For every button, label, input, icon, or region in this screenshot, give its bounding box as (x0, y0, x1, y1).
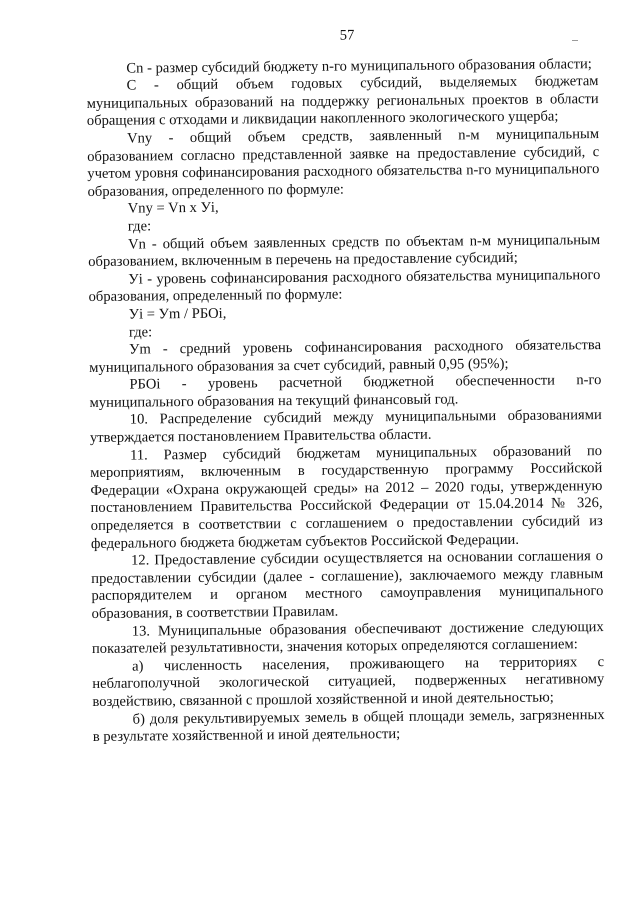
formula-vny: Vny = Vn x Уi, (127, 200, 219, 217)
paragraph-c-definition: C - общий объем годовых субсидий, выделяемых бюджетам муниципальных образований на поддержку региональных проектов в области обращения с отходами и ликвидации накопленного экологического ущерба; (86, 73, 599, 130)
paragraph-rboi-definition: РБОi - уровень расчетной бюджетной обеспеченности n-го муниципального образования на текущий финансовый год. (89, 372, 602, 411)
paragraph-vny-definition: Vny - общий объем средств, заявленный n-м муниципальным образованием согласно представленной заявке на предоставление субсидий, с учетом уровня софинансирования расходного обязательства n-го муниципального образования, определенного по формуле: (87, 126, 600, 200)
page-number: 57 (339, 27, 355, 44)
clause-10: 10. Распределение субсидий между муниципальными образованиями утверждается постановлением Правительства области. (89, 407, 602, 447)
clause-13-item-a: а) численность населения, проживающего на территориях с неблагополучной экологической ситуацией, подверженных негативному воздействию, связанной с прошлой хозяйственной и иной деятельностью; (92, 653, 605, 710)
clause-13: 13. Муниципальные образования обеспечивают достижение следующих показателей результативности, значения которых определяются соглашением: (91, 618, 604, 658)
paragraph-vn-definition: Vn - общий объем заявленных средств по объектам n-м муниципальным образованием, включенным в перечень на предоставление субсидий; (88, 231, 601, 271)
paragraph-yi-definition: Уi - уровень софинансирования расходного обязательства муниципального образования, определенный по формуле: (88, 266, 601, 306)
where-label: где: (127, 218, 152, 235)
formula-yi: Уi = Уm / РБОi, (128, 305, 227, 323)
document-body (86, 25, 605, 747)
where-label: где: (128, 323, 153, 341)
clause-12: 12. Предоставление субсидии осуществляется на основании соглашения о предоставлении субсидии (далее - соглашение), заключаемого между главным распорядителем и органом местного самоуправления муниципального образования, в соответствии Правилам. (91, 548, 604, 622)
clause-11: 11. Размер субсидий бюджетам муниципальных образований по мероприятиям, включенным в государственную программу Российской Федерации «Охрана окружающей среды» на 2012 – 2020 годы, утвержденную постановлением Правительства Российской Федерации от 15.04.2014 № 326, определяется в соответствии с соглашением о предоставлении субсидий из федерального бюджета бюджетам субъектов Российской Федерации. (90, 442, 603, 552)
paragraph-cn-definition: Cn - размер субсидий бюджету n-го муниципального образования области; (126, 55, 592, 77)
clause-13-item-b: б) доля рекультивируемых земель в общей площади земель, загрязненных в результате хозяйственной и иной деятельности; (92, 706, 605, 746)
paragraph-ym-definition: Уm - средний уровень софинансирования расходного обязательства муниципального образования за счет субсидий, равный 0,95 (95%); (89, 337, 602, 376)
